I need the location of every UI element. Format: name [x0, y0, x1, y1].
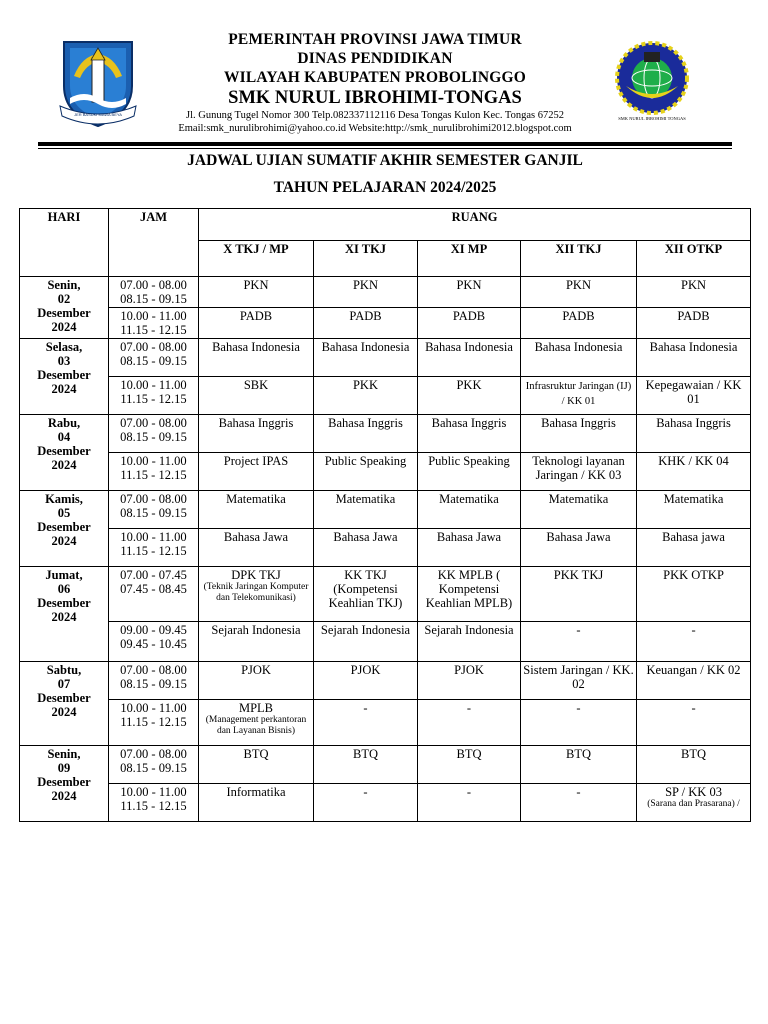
subject-cell: PKK TKJ — [521, 567, 637, 622]
school-address: Jl. Gunung Tugel Nomor 300 Telp.082337112116 Desa Tongas Kulon Kec. Tongas 67252 — [186, 110, 564, 121]
letterhead-line-1: PEMERINTAH PROVINSI JAWA TIMUR — [228, 31, 522, 48]
header-room: XII TKJ — [521, 241, 637, 277]
subject-cell: - — [521, 700, 637, 746]
time-cell: 07.00 - 08.00 08.15 - 09.15 — [109, 339, 199, 377]
header-room: X TKJ / MP — [199, 241, 314, 277]
subject-cell: PJOK — [199, 662, 314, 700]
time-cell: 10.00 - 11.00 11.15 - 12.15 — [109, 529, 199, 567]
subject-cell: Matematika — [521, 491, 637, 529]
time-cell: 07.00 - 08.00 08.15 - 09.15 — [109, 662, 199, 700]
subject-cell: Bahasa jawa — [637, 529, 751, 567]
subject-cell: Bahasa Indonesia — [637, 339, 751, 377]
subject-cell: KK TKJ (Kompetensi Keahlian TKJ) — [314, 567, 418, 622]
subject-cell: Matematika — [314, 491, 418, 529]
subject-cell: PKK OTKP — [637, 567, 751, 622]
subject-cell: Matematika — [637, 491, 751, 529]
subject-cell: SP / KK 03 (Sarana dan Prasarana) / — [637, 784, 751, 822]
subject-cell: Matematika — [418, 491, 521, 529]
subject-cell: - — [314, 700, 418, 746]
subject-cell: Bahasa Indonesia — [418, 339, 521, 377]
subject-cell: KHK / KK 04 — [637, 453, 751, 491]
table-row — [20, 662, 751, 700]
time-cell: 07.00 - 08.00 08.15 - 09.15 — [109, 277, 199, 308]
subject-cell: Bahasa Inggris — [314, 415, 418, 453]
header-hari: HARI — [20, 209, 109, 277]
subject-cell: BTQ — [199, 746, 314, 784]
subject-cell: PKK — [314, 377, 418, 415]
table-row — [20, 622, 751, 662]
subject-cell: Bahasa Inggris — [637, 415, 751, 453]
subject-cell: - — [418, 700, 521, 746]
day-cell: Senin, 02 Desember 2024 — [20, 277, 109, 339]
header-jam: JAM — [109, 209, 199, 277]
subject-cell: PKN — [521, 277, 637, 308]
time-cell: 07.00 - 07.45 07.45 - 08.45 — [109, 567, 199, 622]
subject-note: (Management perkantoran dan Layanan Bisnis) — [205, 715, 307, 736]
table-row — [20, 746, 751, 784]
subject-cell: PKN — [199, 277, 314, 308]
subject-cell: Bahasa Inggris — [199, 415, 314, 453]
subject-cell: - — [314, 784, 418, 822]
subject-cell: Bahasa Jawa — [314, 529, 418, 567]
subject-cell: PADB — [199, 308, 314, 339]
subject-cell: - — [637, 622, 751, 662]
subject-cell: SBK — [199, 377, 314, 415]
subject-cell: BTQ — [418, 746, 521, 784]
subject-cell: Bahasa Indonesia — [199, 339, 314, 377]
subject-cell: Teknologi layanan Jaringan / KK 03 — [521, 453, 637, 491]
time-cell: 10.00 - 11.00 11.15 - 12.15 — [109, 453, 199, 491]
jawa-timur-crest-icon — [56, 36, 140, 128]
header-room: XII OTKP — [637, 241, 751, 277]
table-row — [20, 700, 751, 746]
subject-cell: BTQ — [521, 746, 637, 784]
time-cell: 07.00 - 08.00 08.15 - 09.15 — [109, 415, 199, 453]
subject-cell: Bahasa Indonesia — [521, 339, 637, 377]
subject-cell: - — [521, 784, 637, 822]
document-title: JADWAL UJIAN SUMATIF AKHIR SEMESTER GANJIL — [187, 152, 583, 169]
emblem-caption: SMK NURUL IBROHIMI TONGAS — [618, 116, 686, 121]
document-subtitle: TAHUN PELAJARAN 2024/2025 — [273, 179, 497, 196]
subject-cell: Keuangan / KK 02 — [637, 662, 751, 700]
crest-motto: JER BASUKI MAWA BEYA — [74, 112, 122, 117]
subject-cell: Bahasa Inggris — [521, 415, 637, 453]
subject-cell: Bahasa Jawa — [418, 529, 521, 567]
time-cell: 10.00 - 11.00 11.15 - 12.15 — [109, 784, 199, 822]
subject-cell: Sejarah Indonesia — [314, 622, 418, 662]
subject-cell: PJOK — [314, 662, 418, 700]
subject-cell: KK MPLB ( Kompetensi Keahlian MPLB) — [418, 567, 521, 622]
subject-cell: PADB — [637, 308, 751, 339]
header-room: XI MP — [418, 241, 521, 277]
subject-cell: MPLB (Management perkantoran dan Layanan Bisnis) — [199, 700, 314, 746]
subject-cell: PKN — [637, 277, 751, 308]
subject-cell: Project IPAS — [199, 453, 314, 491]
school-name: SMK NURUL IBROHIMI-TONGAS — [228, 88, 522, 108]
time-cell: 10.00 - 11.00 11.15 - 12.15 — [109, 700, 199, 746]
time-cell: 10.00 - 11.00 11.15 - 12.15 — [109, 377, 199, 415]
subject-cell: PKN — [314, 277, 418, 308]
subject-cell: Bahasa Jawa — [521, 529, 637, 567]
letterhead-rule-thin — [38, 148, 732, 149]
subject-note: (Sarana dan Prasarana) / — [647, 799, 740, 809]
table-row — [20, 491, 751, 529]
table-row — [20, 277, 751, 308]
subject-cell: - — [521, 622, 637, 662]
subject-cell: Informatika — [199, 784, 314, 822]
table-row — [20, 377, 751, 415]
header-ruang: RUANG — [199, 209, 751, 241]
table-row — [20, 339, 751, 377]
time-cell: 07.00 - 08.00 08.15 - 09.15 — [109, 491, 199, 529]
subject-cell: BTQ — [637, 746, 751, 784]
table-row — [20, 453, 751, 491]
subject-cell: Sejarah Indonesia — [199, 622, 314, 662]
subject-cell: Sistem Jaringan / KK. 02 — [521, 662, 637, 700]
subject-cell: Public Speaking — [314, 453, 418, 491]
table-row — [20, 415, 751, 453]
subject-cell: PADB — [314, 308, 418, 339]
day-cell: Selasa, 03 Desember 2024 — [20, 339, 109, 415]
subject-cell: DPK TKJ (Teknik Jaringan Komputer dan Telekomunikasi) — [199, 567, 314, 622]
school-globe-emblem-icon — [604, 40, 700, 124]
letterhead — [140, 30, 610, 135]
time-cell: 10.00 - 11.00 11.15 - 12.15 — [109, 308, 199, 339]
subject-cell: Infrasruktur Jaringan (IJ) / KK 01 — [521, 377, 637, 415]
subject-cell: Bahasa Indonesia — [314, 339, 418, 377]
subject-cell: Sejarah Indonesia — [418, 622, 521, 662]
subject-cell: PKN — [418, 277, 521, 308]
subject-cell: PADB — [418, 308, 521, 339]
day-cell: Sabtu, 07 Desember 2024 — [20, 662, 109, 746]
time-cell: 07.00 - 08.00 08.15 - 09.15 — [109, 746, 199, 784]
subject-cell: PADB — [521, 308, 637, 339]
subject-note: (Teknik Jaringan Komputer dan Telekomunikasi) — [203, 582, 309, 603]
school-contact: Email:smk_nurulibrohimi@yahoo.co.id Website:http://smk_nurulibrohimi2012.blogspot.com — [178, 123, 572, 134]
day-cell: Kamis, 05 Desember 2024 — [20, 491, 109, 567]
subject-cell: PJOK — [418, 662, 521, 700]
day-cell: Rabu, 04 Desember 2024 — [20, 415, 109, 491]
subject-cell: Bahasa Jawa — [199, 529, 314, 567]
table-row — [20, 784, 751, 822]
schedule-table — [19, 208, 751, 822]
letterhead-line-2: DINAS PENDIDIKAN — [297, 50, 453, 67]
subject-cell: Public Speaking — [418, 453, 521, 491]
subject-cell: - — [637, 700, 751, 746]
letterhead-rule — [38, 142, 732, 146]
day-cell: Senin, 09 Desember 2024 — [20, 746, 109, 822]
subject-cell: PKK — [418, 377, 521, 415]
day-cell: Jumat, 06 Desember 2024 — [20, 567, 109, 662]
subject-cell: Kepegawaian / KK 01 — [637, 377, 751, 415]
header-room: XI TKJ — [314, 241, 418, 277]
table-row — [20, 529, 751, 567]
subject-cell: - — [418, 784, 521, 822]
table-row — [20, 308, 751, 339]
subject-cell: BTQ — [314, 746, 418, 784]
letterhead-line-3: WILAYAH KABUPATEN PROBOLINGGO — [223, 69, 527, 86]
time-cell: 09.00 - 09.45 09.45 - 10.45 — [109, 622, 199, 662]
subject-cell: Bahasa Inggris — [418, 415, 521, 453]
subject-cell: Matematika — [199, 491, 314, 529]
table-row — [20, 567, 751, 622]
